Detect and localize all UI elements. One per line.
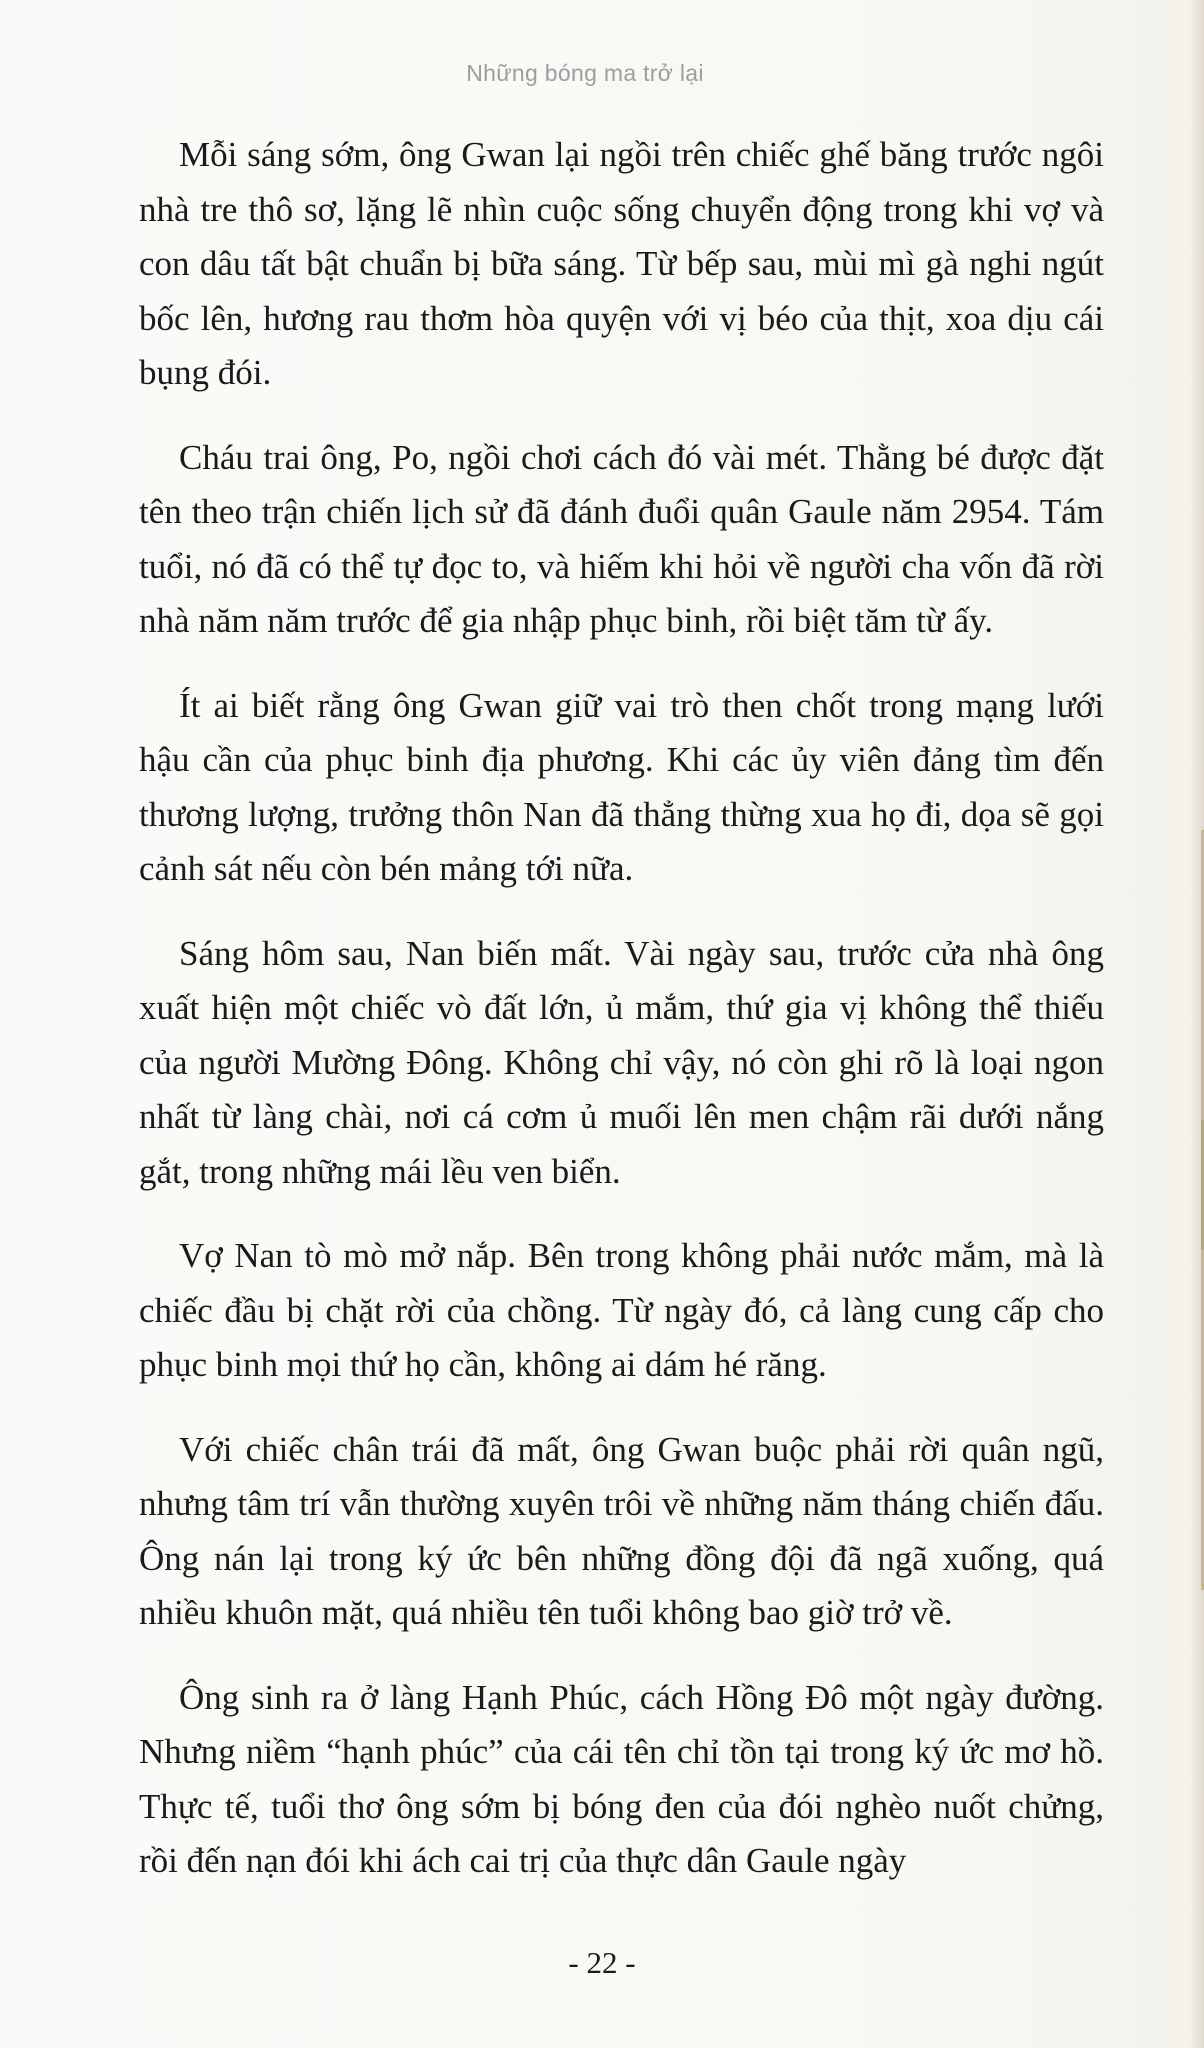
paragraph: Mỗi sáng sớm, ông Gwan lại ngồi trên chiếc ghế băng trước ngôi nhà tre thô sơ, lặng lẽ nhìn cuộc sống chuyển động trong khi vợ và con dâu tất bật chuẩn bị bữa sáng. Từ bếp sau, mùi mì gà nghi ngút bốc lên, hương rau thơm hòa quyện với vị béo của thịt, xoa dịu cái bụng đói.	[139, 135, 1104, 392]
paragraph: Ít ai biết rằng ông Gwan giữ vai trò then chốt trong mạng lưới hậu cần của phục binh địa phương. Khi các ủy viên đảng tìm đến thương lượng, trưởng thôn Nan đã thẳng thừng xua họ đi, dọa sẽ gọi cảnh sát nếu còn bén mảng tới nữa.	[139, 685, 1104, 888]
running-header: Những bóng ma trở lại	[466, 60, 704, 86]
body-text	[139, 128, 1104, 1919]
paragraph: Với chiếc chân trái đã mất, ông Gwan buộc phải rời quân ngũ, nhưng tâm trí vẫn thường xuyên trôi về những năm tháng chiến đấu. Ông nán lại trong ký ức bên những đồng đội đã ngã xuống, quá nhiều khuôn mặt, quá nhiều tên tuổi không bao giờ trở về.	[139, 1429, 1104, 1632]
paragraph: Cháu trai ông, Po, ngồi chơi cách đó vài mét. Thằng bé được đặt tên theo trận chiến lịch sử đã đánh đuổi quân Gaule năm 2954. Tám tuổi, nó đã có thể tự đọc to, và hiếm khi hỏi về người cha vốn đã rời nhà năm năm trước để gia nhập phục binh, rồi biệt tăm từ ấy.	[139, 437, 1104, 640]
page-number: - 22 -	[568, 1945, 636, 1980]
paragraph: Vợ Nan tò mò mở nắp. Bên trong không phải nước mắm, mà là chiếc đầu bị chặt rời của chồng. Từ ngày đó, cả làng cung cấp cho phục binh mọi thứ họ cần, không ai dám hé răng.	[139, 1236, 1104, 1384]
paragraph: Sáng hôm sau, Nan biến mất. Vài ngày sau, trước cửa nhà ông xuất hiện một chiếc vò đất lớn, ủ mắm, thứ gia vị không thể thiếu của người Mường Đông. Không chỉ vậy, nó còn ghi rõ là loại ngon nhất từ làng chài, nơi cá cơm ủ muối lên men chậm rãi dưới nắng gắt, trong những mái lều ven biển.	[139, 933, 1104, 1191]
paragraph: Ông sinh ra ở làng Hạnh Phúc, cách Hồng Đô một ngày đường. Nhưng niềm “hạnh phúc” của cái tên chỉ tồn tại trong ký ức mơ hồ. Thực tế, tuổi thơ ông sớm bị bóng đen của đói nghèo nuốt chửng, rồi đến nạn đói khi ách cai trị của thực dân Gaule ngày	[139, 1677, 1104, 1880]
